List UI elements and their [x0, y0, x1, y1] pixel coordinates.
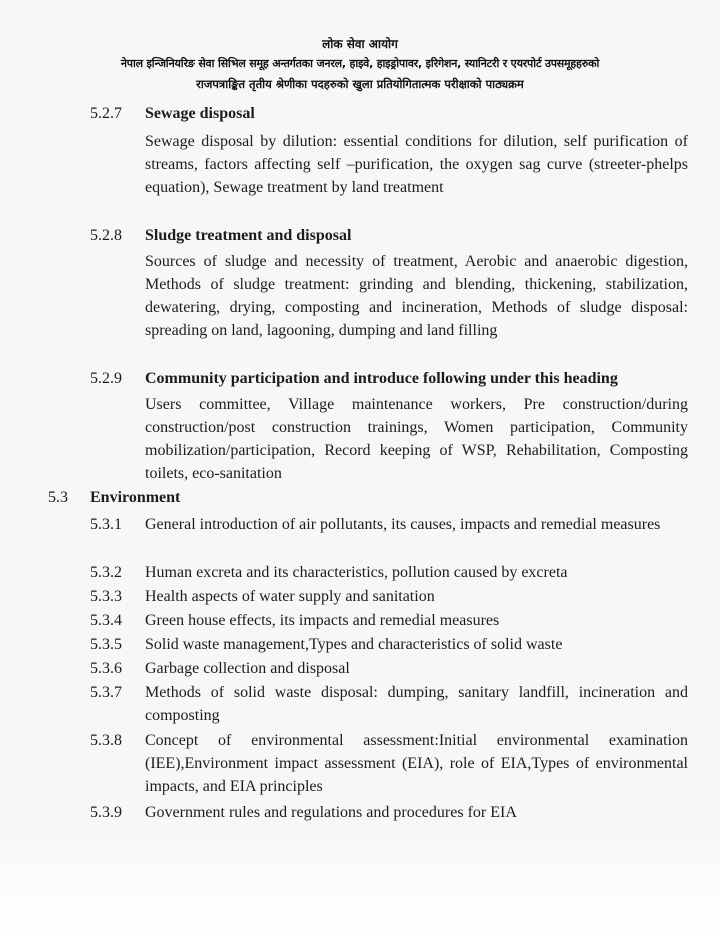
section-body: Sources of sludge and necessity of treatment, Aerobic and anaerobic digestion, Methods of sludge treatment: grinding and blending, thickening, stabilization, dewatering, drying, composting and incineration, Methods of sludge disposal: spreading on land, lagooning, dumping and land filling — [145, 253, 688, 339]
page-bottom-blank — [0, 835, 720, 936]
section-body: Sewage disposal by dilution: essential conditions for dilution, self purification of streams, factors affecting self –purification, the oxygen sag curve (streeter-phelps equation), Sewage treatment by land treatment — [145, 133, 688, 196]
item-number: 5.3.3 — [90, 588, 122, 605]
item-number: 5.3.7 — [90, 684, 122, 701]
header-commission-name: लोक सेवा आयोग — [322, 37, 398, 51]
item-text: General introduction of air pollutants, its causes, impacts and remedial measures — [145, 516, 661, 533]
item-text: Solid waste management,Types and characteristics of solid waste — [145, 636, 563, 653]
item-text: Concept of environmental assessment:Initial environmental examination (IEE),Environment impact assessment (EIA), role of EIA,Types of environmental impacts, and EIA principles — [145, 732, 688, 795]
item-text: Health aspects of water supply and sanitation — [145, 588, 435, 605]
item-text: Government rules and regulations and procedures for EIA — [145, 804, 517, 821]
item-number: 5.3.2 — [90, 564, 122, 581]
section-number: 5.2.7 — [90, 105, 122, 122]
section-title: Sewage disposal — [145, 105, 255, 122]
item-number: 5.3.8 — [90, 732, 122, 749]
section-title: Community participation and introduce following under this heading — [145, 370, 618, 387]
section-title: Sludge treatment and disposal — [145, 227, 352, 244]
header-syllabus-title: राजपत्राङ्कित तृतीय श्रेणीका पदहरुको खुला प्रतियोगितात्मक परीक्षाको पाठ्यक्रम — [196, 77, 524, 91]
header-service-group: नेपाल इन्जिनियरिङ सेवा सिभिल समूह अन्तर्गतका जनरल, हाइवे, हाइड्रोपावर, इरिगेशन, स्यानिटरी र एयरपोर्ट उपसमूहहरुको — [120, 57, 600, 70]
item-number: 5.3.1 — [90, 516, 122, 533]
item-number: 5.3.6 — [90, 660, 122, 677]
item-number: 5.3.4 — [90, 612, 122, 629]
item-text: Garbage collection and disposal — [145, 660, 350, 677]
item-number: 5.3.9 — [90, 804, 122, 821]
item-number: 5.3.5 — [90, 636, 122, 653]
section-body: Users committee, Village maintenance workers, Pre construction/during construction/post construction trainings, Women participation, Community mobilization/participation, Record keeping of WSP, Rehabilitation, Composting toilets, eco-sanitation — [145, 396, 688, 482]
section-title: Environment — [90, 489, 181, 506]
item-text: Human excreta and its characteristics, pollution caused by excreta — [145, 564, 568, 581]
section-number: 5.2.9 — [90, 370, 122, 387]
section-number: 5.2.8 — [90, 227, 122, 244]
item-text: Green house effects, its impacts and remedial measures — [145, 612, 500, 629]
section-number: 5.3 — [48, 489, 68, 506]
item-text: Methods of solid waste disposal: dumping, sanitary landfill, incineration and composting — [145, 684, 688, 724]
